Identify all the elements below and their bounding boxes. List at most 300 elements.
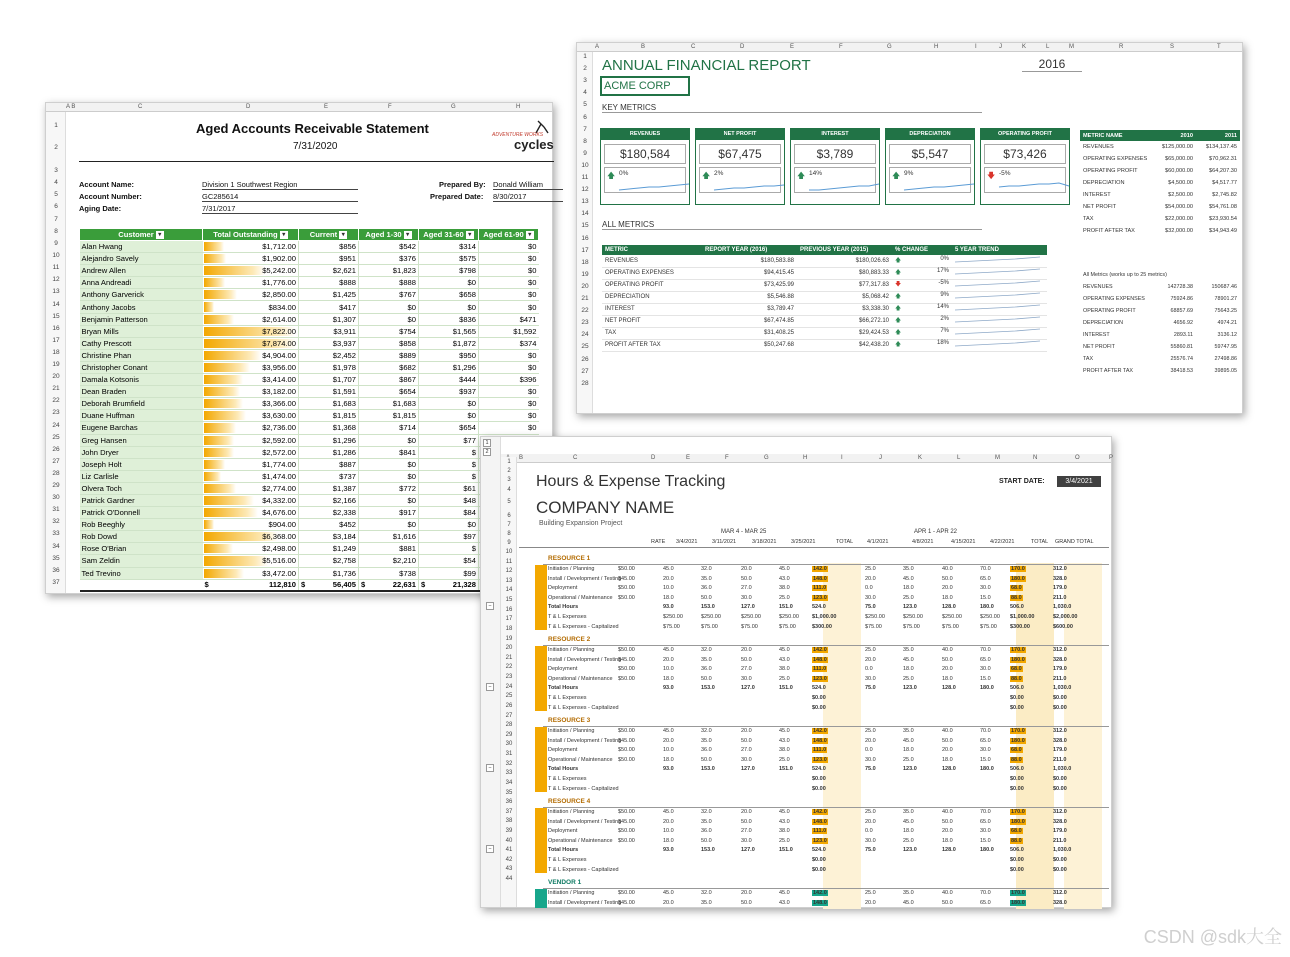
hours-cell[interactable]: 32.0 — [701, 728, 712, 734]
grand-total-cell[interactable]: 328.0 — [1053, 737, 1067, 744]
expense-row[interactable] — [548, 866, 1109, 876]
history-value-cell[interactable]: 142728.38 — [1167, 284, 1193, 290]
hours-cell[interactable]: 30.0 — [741, 594, 752, 601]
amount-cell[interactable]: $48 — [419, 494, 479, 506]
history-metric-cell[interactable]: OPERATING PROFIT — [1083, 308, 1136, 314]
customer-cell[interactable]: Greg Hansen — [80, 434, 203, 446]
hours-cell[interactable]: 27.0 — [741, 747, 752, 754]
row-number[interactable]: 25 — [52, 433, 60, 441]
amount-cell[interactable]: $888 — [359, 277, 419, 289]
row-number[interactable]: 1 — [507, 459, 511, 465]
hours-cell[interactable]: 25.0 — [779, 594, 790, 601]
row-number[interactable]: 30 — [505, 741, 513, 748]
row-number[interactable]: 24 — [52, 421, 60, 429]
row-number[interactable]: 2 — [54, 144, 58, 151]
hours-cell[interactable]: 153.0 — [701, 604, 715, 611]
hours-cell[interactable]: 45.0 — [779, 890, 790, 896]
period-total-cell[interactable]: 170.0 — [1011, 566, 1025, 572]
period-total-cell[interactable]: 142.0 — [813, 647, 827, 653]
grand-total-cell[interactable]: 1,030.0 — [1053, 766, 1072, 773]
history-metric-cell[interactable]: NET PROFIT — [1083, 344, 1115, 350]
table-row[interactable] — [602, 315, 1047, 327]
amount-cell[interactable]: $0 — [479, 410, 539, 422]
hours-cell[interactable]: 38.0 — [779, 666, 790, 673]
history-value-cell[interactable]: 39895.05 — [1214, 368, 1237, 374]
rate-cell[interactable]: $50.00 — [618, 828, 635, 835]
hours-cell[interactable]: 45.0 — [663, 647, 674, 653]
period-total-cell[interactable]: $0.00 — [812, 695, 826, 702]
hours-cell[interactable]: 18.0 — [663, 756, 674, 763]
column-letter[interactable]: K — [918, 455, 923, 461]
column-letter[interactable]: S — [1170, 44, 1175, 50]
grand-total-cell[interactable]: 312.0 — [1053, 728, 1067, 734]
hours-cell[interactable]: 93.0 — [663, 604, 674, 611]
history-column-header[interactable]: 2010 — [1152, 130, 1196, 141]
metrics-column-header[interactable]: 5 YEAR TREND — [952, 245, 1047, 255]
row-number[interactable]: 20 — [52, 373, 60, 381]
hours-cell[interactable]: 36.0 — [701, 666, 712, 673]
column-letter[interactable]: J — [999, 44, 1002, 50]
hours-row[interactable] — [548, 746, 1109, 756]
customer-cell[interactable]: Benjamin Patterson — [80, 313, 203, 325]
row-number[interactable]: 10 — [505, 549, 513, 555]
table-row[interactable] — [80, 265, 539, 277]
hours-cell[interactable]: 20.0 — [741, 809, 752, 815]
hours-cell[interactable]: 18.0 — [942, 675, 953, 682]
column-letter[interactable]: N — [1033, 455, 1038, 461]
row-number[interactable]: 12 — [52, 276, 60, 284]
row-number[interactable]: 6 — [507, 513, 511, 519]
history-value-cell[interactable]: $34,943.49 — [1209, 228, 1237, 234]
hours-cell[interactable]: 25.0 — [865, 890, 876, 896]
period-total-cell[interactable]: 68.0 — [1011, 585, 1022, 592]
history-metric-cell[interactable]: DEPRECIATION — [1083, 180, 1125, 186]
period-total-cell[interactable]: 506.0 — [1010, 847, 1024, 854]
history-value-cell[interactable]: $4,517.77 — [1212, 180, 1237, 186]
amount-cell[interactable]: $374 — [479, 337, 539, 349]
amount-cell[interactable]: $452 — [299, 519, 359, 531]
total-outstanding-cell[interactable] — [203, 507, 299, 519]
hours-cell[interactable]: 40.0 — [942, 566, 953, 572]
row-number[interactable]: 24 — [505, 683, 513, 690]
company-name[interactable]: COMPANY NAME — [536, 498, 675, 517]
amount-cell[interactable]: $0 — [419, 410, 479, 422]
customer-cell[interactable]: Anthony Garverick — [80, 289, 203, 301]
row-number[interactable]: 23 — [505, 674, 513, 681]
hours-cell[interactable]: 50.0 — [701, 837, 712, 844]
metric-name-cell[interactable]: OPERATING EXPENSES — [602, 267, 702, 279]
previous-year-cell[interactable]: $77,317.83 — [797, 279, 892, 291]
row-number[interactable]: 15 — [52, 312, 60, 320]
table-row[interactable] — [1080, 365, 1240, 377]
amount-cell[interactable]: $1,815 — [359, 410, 419, 422]
customer-cell[interactable]: Rob Beeghly — [80, 519, 203, 531]
hours-cell[interactable]: 40.0 — [942, 647, 953, 653]
column-letter[interactable]: H — [803, 455, 808, 461]
hours-cell[interactable]: 20.0 — [865, 656, 876, 663]
grand-total-cell[interactable]: 179.0 — [1053, 585, 1067, 592]
table-row[interactable] — [80, 434, 539, 446]
history-value-cell[interactable]: $54,000.00 — [1165, 204, 1193, 210]
table-row[interactable] — [602, 339, 1047, 351]
grand-total-cell[interactable]: 211.0 — [1053, 675, 1067, 682]
row-number[interactable]: 30 — [52, 494, 60, 502]
customer-cell[interactable]: Patrick Gardner — [80, 494, 203, 506]
period-total-cell[interactable]: 180.0 — [1011, 575, 1025, 582]
amount-cell[interactable]: $654 — [419, 422, 479, 434]
total-outstanding-cell[interactable] — [203, 374, 299, 386]
previous-year-cell[interactable]: $80,883.33 — [797, 267, 892, 279]
hours-cell[interactable]: 15.0 — [980, 756, 991, 763]
period-total-cell[interactable]: 123.0 — [813, 675, 827, 682]
amount-cell[interactable]: $471 — [479, 313, 539, 325]
rate-cell[interactable]: $50.00 — [618, 809, 635, 815]
hours-row[interactable] — [548, 837, 1109, 847]
hours-cell[interactable]: 35.0 — [701, 575, 712, 582]
row-number[interactable]: 33 — [52, 530, 60, 538]
row-number[interactable]: 12 — [581, 186, 589, 194]
amount-cell[interactable]: $1,307 — [299, 313, 359, 325]
amount-cell[interactable]: $0 — [479, 301, 539, 313]
row-number[interactable]: 31 — [52, 506, 60, 514]
period-total-cell[interactable]: 506.0 — [1010, 604, 1024, 611]
table-row[interactable] — [80, 325, 539, 337]
period-total-cell[interactable]: 111.0 — [813, 666, 827, 673]
amount-cell[interactable]: $0 — [479, 386, 539, 398]
row-number[interactable]: 18 — [505, 625, 513, 632]
change-cell[interactable] — [892, 303, 952, 315]
amount-cell[interactable]: $1,683 — [359, 398, 419, 410]
row-number[interactable]: 29 — [505, 731, 513, 738]
row-number[interactable]: 3 — [54, 167, 58, 174]
amount-cell[interactable]: $754 — [359, 325, 419, 337]
report-year-cell[interactable]: $67,474.85 — [702, 315, 797, 327]
row-number[interactable]: 40 — [505, 837, 513, 844]
total-outstanding-cell[interactable] — [203, 519, 299, 531]
change-cell[interactable] — [892, 291, 952, 303]
grand-total-cell[interactable]: 328.0 — [1053, 818, 1067, 825]
period-total-cell[interactable]: $0.00 — [1010, 695, 1024, 702]
rate-cell[interactable]: $50.00 — [618, 585, 635, 592]
hours-cell[interactable]: 35.0 — [903, 566, 914, 572]
history-value-cell[interactable]: 68857.69 — [1170, 308, 1193, 314]
period-total-cell[interactable]: 123.0 — [813, 594, 827, 601]
row-number[interactable]: 13 — [52, 288, 60, 296]
hours-column-header[interactable]: RATE — [651, 539, 666, 545]
hours-cell[interactable]: 20.0 — [942, 585, 953, 592]
period-total-cell[interactable]: $1,000.00 — [812, 614, 837, 621]
amount-cell[interactable]: $1,683 — [299, 398, 359, 410]
hours-column-header[interactable]: TOTAL — [836, 539, 854, 545]
column-letter[interactable]: C — [573, 455, 578, 461]
amount-cell[interactable]: $836 — [419, 313, 479, 325]
grand-total-cell[interactable]: 211.0 — [1053, 756, 1067, 763]
column-letter[interactable]: P — [1109, 455, 1114, 461]
total-outstanding-cell[interactable] — [203, 265, 299, 277]
history-value-cell[interactable]: 38418.53 — [1170, 368, 1193, 374]
hours-cell[interactable]: 18.0 — [663, 675, 674, 682]
amount-cell[interactable]: $1,387 — [299, 482, 359, 494]
row-number[interactable]: 35 — [52, 554, 60, 562]
hours-cell[interactable]: 151.0 — [779, 766, 793, 773]
row-number[interactable]: 15 — [581, 222, 589, 230]
period-total-cell[interactable]: 142.0 — [813, 728, 827, 734]
hours-cell[interactable]: 127.0 — [741, 766, 755, 773]
hours-cell[interactable]: $75.00 — [741, 623, 758, 630]
column-letter[interactable]: I — [841, 455, 843, 461]
hours-cell[interactable]: 50.0 — [701, 675, 712, 682]
table-row[interactable] — [1080, 189, 1240, 201]
period-total-cell[interactable]: $0.00 — [1010, 776, 1024, 783]
history-value-cell[interactable]: 3136.12 — [1217, 332, 1237, 338]
column-header[interactable] — [203, 229, 299, 241]
column-letter[interactable]: B — [519, 455, 524, 461]
metric-name-cell[interactable]: DEPRECIATION — [602, 291, 702, 303]
hours-cell[interactable]: 35.0 — [701, 737, 712, 744]
amount-cell[interactable]: $714 — [359, 422, 419, 434]
column-letter[interactable]: D — [740, 44, 745, 50]
total-outstanding-cell[interactable] — [203, 386, 299, 398]
expense-row[interactable] — [548, 856, 1109, 866]
metric-name-cell[interactable]: OPERATING PROFIT — [602, 279, 702, 291]
hours-cell[interactable]: $75.00 — [779, 623, 796, 630]
history-value-cell[interactable]: 150687.46 — [1211, 284, 1237, 290]
hours-cell[interactable]: 50.0 — [741, 575, 752, 582]
column-letter[interactable]: H — [516, 104, 521, 110]
amount-cell[interactable]: $396 — [479, 374, 539, 386]
period-total-cell[interactable]: 180.0 — [1011, 899, 1025, 906]
metric-card[interactable] — [980, 128, 1070, 205]
customer-cell[interactable]: Anna Andreadi — [80, 277, 203, 289]
amount-cell[interactable]: $2,166 — [299, 494, 359, 506]
amount-cell[interactable]: $888 — [299, 277, 359, 289]
table-row[interactable] — [1080, 141, 1240, 153]
metrics-column-header[interactable]: % CHANGE — [892, 245, 952, 255]
amount-cell[interactable]: $ — [419, 543, 479, 555]
hours-cell[interactable]: 36.0 — [701, 828, 712, 835]
row-number[interactable]: 42 — [505, 856, 513, 863]
hours-cell[interactable]: 40.0 — [942, 890, 953, 896]
grand-total-cell[interactable]: 179.0 — [1053, 747, 1067, 754]
metrics-column-header[interactable]: METRIC — [602, 245, 702, 255]
hours-cell[interactable]: 25.0 — [865, 566, 876, 572]
hours-cell[interactable]: 20.0 — [663, 899, 674, 906]
row-number[interactable]: 19 — [581, 270, 589, 278]
hours-cell[interactable]: 128.0 — [942, 847, 956, 854]
total-outstanding-cell[interactable] — [203, 349, 299, 361]
hours-cell[interactable]: $75.00 — [865, 623, 882, 630]
amount-cell[interactable]: $1,978 — [299, 361, 359, 373]
row-number[interactable]: 37 — [52, 578, 60, 586]
column-letter[interactable]: C — [138, 104, 143, 110]
row-number[interactable]: 41 — [505, 847, 513, 854]
hours-cell[interactable]: 75.0 — [865, 766, 876, 773]
report-year-cell[interactable]: $180,583.88 — [702, 255, 797, 267]
hours-cell[interactable]: 128.0 — [942, 766, 956, 773]
amount-cell[interactable]: $1,823 — [359, 265, 419, 277]
row-number[interactable]: 29 — [52, 482, 60, 489]
hours-cell[interactable]: $250.00 — [903, 614, 923, 621]
table-row[interactable] — [1080, 329, 1240, 341]
hours-cell[interactable]: 0.0 — [865, 585, 873, 592]
hours-cell[interactable]: 36.0 — [701, 747, 712, 754]
hours-cell[interactable]: 35.0 — [903, 809, 914, 815]
period-total-cell[interactable]: 524.0 — [812, 766, 826, 773]
amount-cell[interactable]: $ — [419, 458, 479, 470]
hours-column-header[interactable]: 3/4/2021 — [676, 539, 698, 545]
amount-cell[interactable]: $2,338 — [299, 507, 359, 519]
period-total-cell[interactable]: 123.0 — [813, 837, 827, 844]
column-letter[interactable]: L — [1046, 44, 1050, 50]
total-outstanding-cell[interactable] — [203, 422, 299, 434]
amount-cell[interactable]: $1,249 — [299, 543, 359, 555]
hours-cell[interactable]: 45.0 — [903, 899, 914, 906]
row-number[interactable]: 10 — [52, 252, 60, 260]
row-number[interactable]: 18 — [581, 258, 589, 266]
change-cell[interactable] — [892, 327, 952, 339]
period-total-cell[interactable]: 170.0 — [1011, 647, 1025, 653]
row-number[interactable]: 5 — [583, 101, 587, 109]
expense-row[interactable] — [548, 775, 1109, 785]
expense-row[interactable] — [548, 704, 1109, 714]
amount-cell[interactable]: $0 — [359, 494, 419, 506]
history-value-cell[interactable]: $23,930.54 — [1209, 216, 1237, 222]
hours-cell[interactable]: 35.0 — [903, 890, 914, 896]
column-letter[interactable]: E — [790, 44, 795, 50]
history-value-cell[interactable]: $125,000.00 — [1161, 144, 1193, 150]
hours-cell[interactable]: 27.0 — [741, 585, 752, 592]
table-row[interactable] — [80, 543, 539, 555]
row-number[interactable]: 19 — [52, 361, 60, 368]
history-value-cell[interactable]: $4,500.00 — [1168, 180, 1193, 186]
hours-cell[interactable]: 30.0 — [980, 747, 991, 754]
hours-row[interactable] — [548, 675, 1109, 685]
amount-cell[interactable]: $881 — [359, 543, 419, 555]
hours-cell[interactable]: $75.00 — [980, 623, 997, 630]
hours-cell[interactable]: 25.0 — [903, 594, 914, 601]
row-number[interactable]: 17 — [52, 336, 60, 344]
hours-cell[interactable]: 10.0 — [663, 666, 674, 673]
row-number[interactable]: 7 — [583, 125, 587, 133]
history-metric-cell[interactable]: OPERATING PROFIT — [1083, 168, 1138, 174]
hours-row[interactable] — [548, 899, 1109, 909]
hours-cell[interactable]: 50.0 — [741, 899, 752, 906]
rate-cell[interactable]: $50.00 — [618, 675, 635, 682]
row-number[interactable]: 39 — [505, 827, 513, 834]
row-number[interactable]: 20 — [505, 645, 513, 652]
hours-cell[interactable]: 25.0 — [903, 675, 914, 682]
amount-cell[interactable]: $575 — [419, 253, 479, 265]
hours-cell[interactable]: 20.0 — [865, 899, 876, 906]
period-total-cell[interactable]: 88.0 — [1011, 594, 1022, 601]
hours-cell[interactable]: 70.0 — [980, 809, 991, 815]
total-hours-row[interactable] — [548, 684, 1109, 694]
customer-cell[interactable]: Dean Braden — [80, 386, 203, 398]
amount-cell[interactable]: $2,210 — [359, 555, 419, 567]
hours-cell[interactable]: 35.0 — [701, 818, 712, 825]
row-number[interactable]: 13 — [505, 577, 513, 584]
period-total-cell[interactable]: 142.0 — [813, 890, 827, 896]
hours-row[interactable] — [548, 818, 1109, 828]
total-outstanding-cell[interactable] — [203, 398, 299, 410]
period-total-cell[interactable]: 88.0 — [1011, 837, 1022, 844]
hours-cell[interactable]: 25.0 — [865, 728, 876, 734]
grand-total-cell[interactable]: 1,030.0 — [1053, 847, 1072, 854]
table-row[interactable] — [80, 349, 539, 361]
row-number[interactable]: 27 — [52, 457, 60, 465]
filter-dropdown-icon[interactable]: ▾ — [466, 231, 474, 239]
hours-column-header[interactable]: 4/15/2021 — [951, 539, 976, 545]
metric-name-cell[interactable]: TAX — [602, 327, 702, 339]
table-row[interactable] — [602, 255, 1047, 267]
total-outstanding-cell[interactable] — [203, 555, 299, 567]
row-number[interactable]: 9 — [583, 149, 587, 157]
customer-cell[interactable]: Rose O'Brian — [80, 543, 203, 555]
table-row[interactable] — [80, 277, 539, 289]
customer-cell[interactable]: Anthony Jacobs — [80, 301, 203, 313]
row-number[interactable]: 16 — [52, 324, 60, 332]
rate-cell[interactable]: $50.00 — [618, 837, 635, 844]
amount-cell[interactable]: $1,736 — [299, 567, 359, 579]
history-metric-cell[interactable]: REVENUES — [1083, 144, 1114, 150]
history-value-cell[interactable]: 2893.11 — [1173, 332, 1193, 338]
total-outstanding-cell[interactable] — [203, 567, 299, 579]
row-number[interactable]: 21 — [505, 654, 513, 661]
total-outstanding-cell[interactable] — [203, 494, 299, 506]
expense-row[interactable] — [548, 785, 1109, 795]
hours-cell[interactable]: 75.0 — [865, 604, 876, 611]
table-row[interactable] — [602, 267, 1047, 279]
history-value-cell[interactable]: 27498.86 — [1214, 356, 1237, 362]
hours-cell[interactable]: 45.0 — [663, 728, 674, 734]
row-number[interactable]: 24 — [581, 331, 589, 339]
customer-cell[interactable]: Christopher Conant — [80, 361, 203, 373]
grand-total-cell[interactable]: 211.0 — [1053, 837, 1067, 844]
resource-group-name[interactable]: RESOURCE 1 — [548, 555, 591, 562]
grand-total-cell[interactable]: 312.0 — [1053, 809, 1067, 815]
row-number[interactable]: 6 — [583, 113, 587, 121]
change-cell[interactable] — [892, 339, 952, 351]
amount-cell[interactable]: $0 — [419, 301, 479, 313]
total-outstanding-cell[interactable] — [203, 241, 299, 253]
metric-card[interactable] — [695, 128, 785, 205]
hours-cell[interactable]: 18.0 — [903, 666, 914, 673]
hours-cell[interactable]: 153.0 — [701, 766, 715, 773]
total-outstanding-cell[interactable] — [203, 470, 299, 482]
period-total-cell[interactable]: 170.0 — [1011, 809, 1025, 815]
hours-cell[interactable]: 50.0 — [741, 656, 752, 663]
amount-cell[interactable]: $856 — [299, 241, 359, 253]
row-number[interactable]: 38 — [505, 818, 513, 825]
row-number[interactable]: 4 — [54, 179, 58, 186]
column-header[interactable] — [479, 229, 539, 241]
grand-total-cell[interactable]: 1,030.0 — [1053, 685, 1072, 692]
period-total-cell[interactable]: $0.00 — [1010, 785, 1024, 792]
hours-cell[interactable]: 20.0 — [741, 647, 752, 653]
column-letter[interactable]: L — [957, 455, 961, 461]
table-row[interactable] — [80, 361, 539, 373]
hours-cell[interactable]: 50.0 — [741, 737, 752, 744]
hours-cell[interactable]: 43.0 — [779, 656, 790, 663]
total-outstanding-cell[interactable] — [203, 543, 299, 555]
report-year[interactable]: 2016 — [1022, 57, 1082, 72]
row-number[interactable]: 8 — [507, 531, 511, 537]
hours-cell[interactable]: 123.0 — [903, 604, 917, 611]
amount-cell[interactable]: $0 — [419, 398, 479, 410]
customer-cell[interactable]: John Dryer — [80, 446, 203, 458]
row-number[interactable]: 14 — [52, 300, 60, 308]
history-value-cell[interactable]: $134,137.45 — [1205, 144, 1237, 150]
